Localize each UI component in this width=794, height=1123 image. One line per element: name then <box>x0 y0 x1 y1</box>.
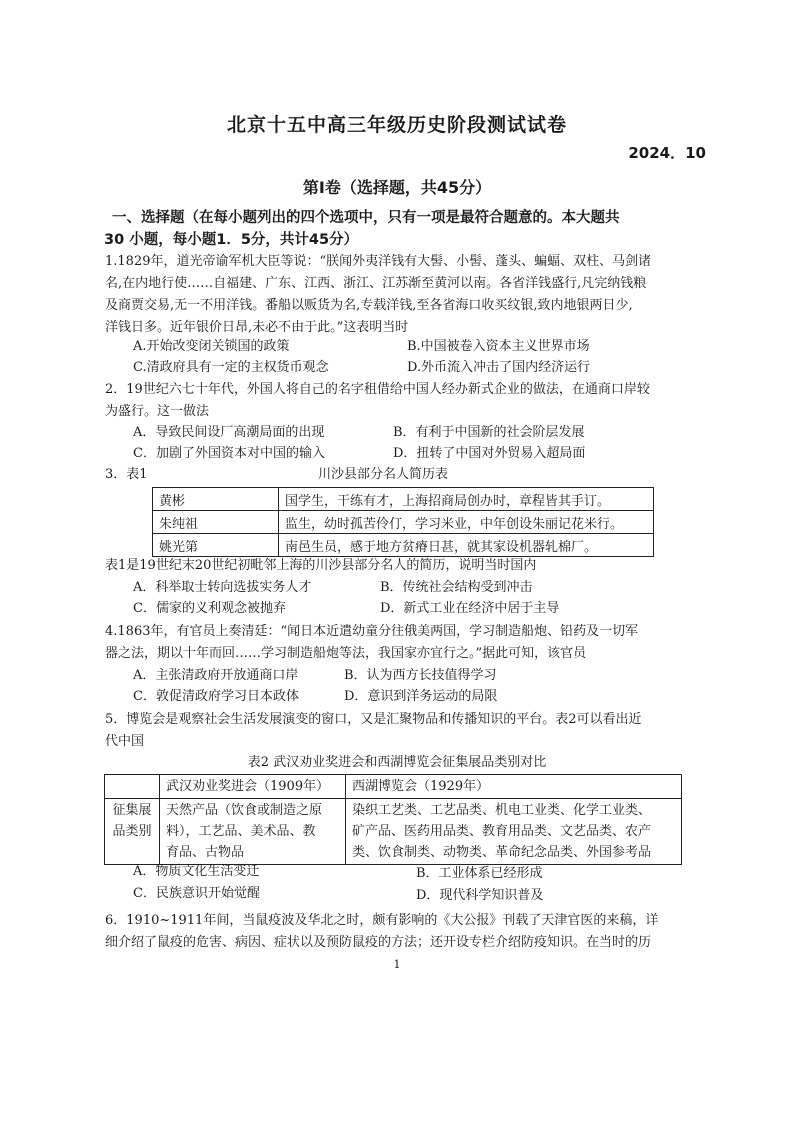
q3-option-b: B．传统社会结构受到冲击 <box>380 580 533 595</box>
question-line: 2．19世纪六七十年代，外国人将自己的名字租借给中国人经办新式企业的做法，在通商口岸较 <box>105 382 650 397</box>
q4-option-d: D．意识到洋务运动的局限 <box>344 689 498 704</box>
cell-line: 育品、古物品 <box>166 845 245 860</box>
question-1-stem <box>105 251 705 339</box>
table-row <box>153 534 654 557</box>
question-line: 及商贾交易,无一不用洋钱。番船以贩货为名,专载洋钱,至各省海口收买纹银,致内地银两日少, <box>105 298 633 313</box>
table-header-row <box>105 775 682 799</box>
question-line: 细介绍了鼠疫的危害、病因、症状以及预防鼠疫的方法；还开设专栏介绍防疫知识。在当时的历 <box>105 935 652 950</box>
q1-option-b: B.中国被卷入资本主义世界市场 <box>407 339 590 354</box>
table-cell <box>160 799 346 865</box>
exam-title: 北京十五中高三年级历史阶段测试试卷 <box>226 114 567 136</box>
instruction-line-1: 一、选择题（在每小题列出的四个选项中，只有一项是最符合题意的。本大题共 <box>112 210 620 226</box>
q2-option-b: B．有利于中国新的社会阶层发展 <box>393 425 585 440</box>
table-row <box>153 488 654 511</box>
section-title: 第Ⅰ卷（选择题，共45分） <box>302 178 492 197</box>
q4-option-b: B．认为西方长技值得学习 <box>344 668 497 683</box>
q2-option-c: C．加剧了外国资本对中国的输入 <box>133 446 325 461</box>
question-line: 5．博览会是观察社会生活发展演变的窗口，又是汇聚物品和传播知识的平台。表2可以看出近 <box>105 712 642 727</box>
q4-option-c: C．敦促清政府学习日本政体 <box>133 689 299 704</box>
cell-line: 染织工艺类、工艺品类、机电工业类、化学工业类、 <box>352 803 652 818</box>
table-row <box>153 511 654 534</box>
exam-date: 2024．10 <box>628 144 706 162</box>
q5-option-b: B．工业体系已经形成 <box>416 866 543 881</box>
table-cell-name: 朱纯祖 <box>153 511 279 534</box>
q3-option-a: A．科举取士转向选拔实务人才 <box>133 580 312 595</box>
table-cell <box>346 799 682 865</box>
table-cell-desc: 国学生，干练有才，上海招商局创办时，章程皆其手订。 <box>279 488 654 511</box>
q3-stem: 表1是19世纪末20世纪初毗邻上海的川沙县部分名人的简历，说明当时国内 <box>105 558 537 573</box>
question-5-stem <box>105 709 705 753</box>
q3-option-c: C．儒家的义利观念被抛弃 <box>133 601 286 616</box>
q2-option-d: D．扭转了中国对外贸易入超局面 <box>393 446 586 461</box>
table-column-header: 武汉劝业奖进会（1909年） <box>160 775 346 799</box>
cell-line: 料），工艺品、美术品、教 <box>166 824 316 839</box>
cell-line: 矿产品、医药用品类、教育用品类、文艺品类、农产 <box>352 824 652 839</box>
question-line: 代中国 <box>105 734 145 749</box>
question-line: 洋钱日多。近年银价日昂,未必不由于此。”这表明当时 <box>105 320 409 335</box>
table-column-header: 西湖博览会（1929年） <box>346 775 682 799</box>
table-cell-desc: 南邑生员，感于地方贫瘠日甚，就其家设机器轧棉厂。 <box>279 534 654 557</box>
cell-line: 天然产品（饮食或制造之原 <box>166 803 323 818</box>
table2 <box>104 774 682 865</box>
table-cell-name: 姚光第 <box>153 534 279 557</box>
q5-option-d: D．现代科学知识普及 <box>416 888 544 903</box>
q5-option-c: C．民族意识开始觉醒 <box>133 886 260 901</box>
table-cell-name: 黄彬 <box>153 488 279 511</box>
q2-option-a: A．导致民间设厂高潮局面的出现 <box>133 425 325 440</box>
question-line: 为盛行。这一做法 <box>105 404 210 419</box>
question-line: 6．1910~1911年间，当鼠疫波及华北之时，颇有影响的《大公报》刊载了天津官医的来稿，详 <box>105 913 659 928</box>
table1-caption: 川沙县部分名人简历表 <box>318 467 449 482</box>
table2-caption: 表2 武汉劝业奖进会和西湖博览会征集展品类别对比 <box>247 755 547 770</box>
q3-label: 3．表1 <box>105 467 148 482</box>
table-row-header: 征集展品类别 <box>105 799 160 865</box>
question-line: 1.1829年，道光帝谕军机大臣等说：“朕闻外夷洋钱有大髻、小髻、蓬头、蝙蝠、双柱、马剑诸 <box>105 254 652 269</box>
question-4-stem <box>105 621 705 665</box>
table-cell-desc: 监生，幼时孤苦伶仃，学习米业，中年创设朱丽记花米行。 <box>279 511 654 534</box>
q1-option-c: C.清政府具有一定的主权货币观念 <box>133 360 329 375</box>
question-line: 器之法，期以十年而回……学习制造船炮等法，我国家亦宜行之。”据此可知，该官员 <box>105 646 587 661</box>
question-2-stem <box>105 379 705 423</box>
table-row <box>105 799 682 865</box>
question-6-stem <box>105 910 705 954</box>
q5-option-a: A．物质文化生活变迁 <box>133 864 260 879</box>
question-line: 名,在内地行使……自福建、广东、江西、浙江、江苏渐至黄河以南。各省洋钱盛行,凡完纳钱粮 <box>105 276 647 291</box>
table1 <box>152 487 654 557</box>
q1-option-a: A.开始改变闭关锁国的政策 <box>133 339 290 354</box>
cell-line: 类、饮食制类、动物类、革命纪念品类、外国参考品 <box>352 845 652 860</box>
table-corner-cell <box>105 775 160 799</box>
q4-option-a: A．主张清政府开放通商口岸 <box>133 668 299 683</box>
q1-option-d: D.外币流入冲击了国内经济运行 <box>407 360 591 375</box>
q3-option-d: D．新式工业在经济中居于主导 <box>380 601 560 616</box>
page-number: 1 <box>393 958 401 971</box>
question-line: 4.1863年，有官员上奏清廷：“闻日本近遣幼童分往俄美两国，学习制造船炮、铅药及一切军 <box>105 624 639 639</box>
instruction-line-2: 30 小题，每小题1．5分，共计45分） <box>104 232 359 248</box>
section-instructions <box>104 207 712 251</box>
